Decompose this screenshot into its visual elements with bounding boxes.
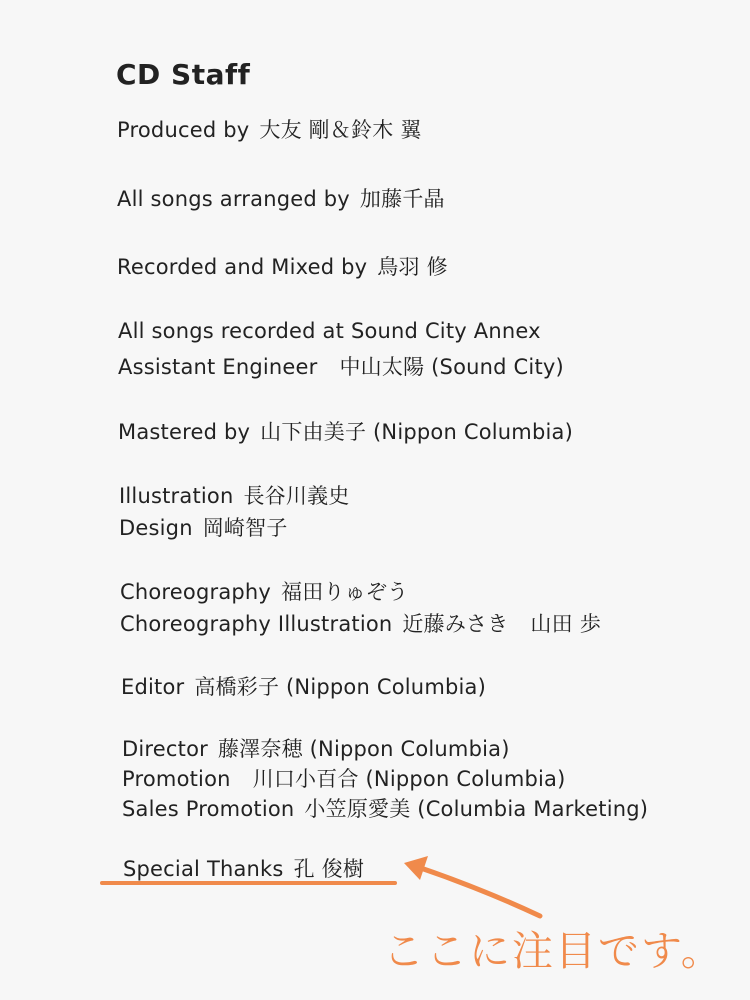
credit-name: 鳥羽 修: [377, 255, 448, 279]
credit-name: 加藤千晶: [359, 187, 445, 211]
annotation-note: ここに注目です。: [383, 927, 724, 975]
credit-role: All songs arranged by: [117, 187, 350, 211]
credit-name: 川口小百合 (Nippon Columbia): [252, 767, 566, 791]
credit-name: 長谷川義史: [243, 484, 350, 508]
credit-name: 藤澤奈穂 (Nippon Columbia): [217, 737, 510, 761]
credit-role: Sales Promotion: [122, 797, 295, 821]
credit-role: Promotion: [122, 767, 231, 791]
credit-name: 大友 剛＆鈴木 翼: [259, 118, 422, 142]
page-title: CD Staff: [116, 58, 251, 91]
credit-name: 山下由美子 (Nippon Columbia): [260, 420, 573, 444]
credit-name: 福田りゅぞう: [281, 580, 409, 604]
credit-name: 高橋彩子 (Nippon Columbia): [194, 675, 487, 699]
credit-role: Choreography Illustration: [120, 612, 393, 636]
credit-role: Design: [119, 516, 193, 540]
credit-name: 岡崎智子: [202, 516, 288, 540]
credit-role: Illustration: [119, 484, 234, 508]
credit-name: 近藤みさき: [402, 612, 509, 636]
credit-role: Editor: [121, 675, 185, 699]
credit-role: Choreography: [120, 580, 272, 604]
credit-role: Assistant Engineer: [118, 355, 318, 379]
credit-role: All songs recorded at Sound City Annex: [118, 319, 541, 343]
credit-role: Director: [122, 737, 208, 761]
credit-role: Recorded and Mixed by: [117, 255, 368, 279]
credit-name: 孔 俊樹: [293, 857, 365, 881]
credit-name: 小笠原愛美 (Columbia Marketing): [304, 797, 649, 821]
credit-role: Mastered by: [118, 420, 251, 444]
credit-name: 中山太陽 (Sound City): [339, 355, 564, 379]
credit-role: Produced by: [117, 118, 250, 142]
credit-role: Special Thanks: [123, 857, 284, 881]
credit-name: 山田 歩: [530, 612, 601, 636]
